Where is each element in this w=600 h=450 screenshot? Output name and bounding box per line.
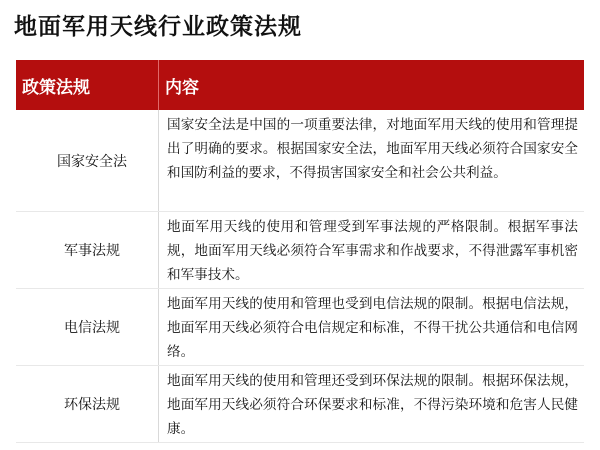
table-row: [16, 366, 584, 443]
table-row: [16, 110, 584, 212]
policy-table: [16, 60, 584, 443]
policy-name: 电信法规: [16, 289, 159, 365]
policy-content-text: 地面军用天线的使用和管理受到军事法规的严格限制。根据军事法规，地面军用天线必须符合军事需求和作战要求，不得泄露军事机密和军事技术。: [167, 219, 578, 283]
page-title: 地面军用天线行业政策法规: [14, 14, 302, 40]
policy-name: 环保法规: [16, 366, 159, 442]
policy-content-text: 地面军用天线的使用和管理也受到电信法规的限制。根据电信法规，地面军用天线必须符合电信规定和标准，不得干扰公共通信和电信网络。: [167, 296, 578, 360]
policy-name: 国家安全法: [16, 110, 159, 211]
header-content: 内容: [165, 77, 199, 98]
policy-content: [159, 366, 584, 442]
table-row: [16, 212, 584, 289]
policy-content-text: 地面军用天线的使用和管理还受到环保法规的限制。根据环保法规，地面军用天线必须符合环保要求和标准，不得污染环境和危害人民健康。: [167, 373, 578, 437]
header-policy: 政策法规: [16, 60, 159, 110]
policy-content-text: 国家安全法是中国的一项重要法律，对地面军用天线的使用和管理提出了明确的要求。根据国家安全法，地面军用天线必须符合国家安全和国防利益的要求，不得损害国家安全和社会公共利益。: [167, 117, 578, 181]
policy-name: 军事法规: [16, 212, 159, 288]
policy-content: [159, 289, 584, 365]
policy-content: [159, 110, 584, 211]
policy-content: [159, 212, 584, 288]
table-header: [16, 60, 584, 110]
table-row: [16, 289, 584, 366]
